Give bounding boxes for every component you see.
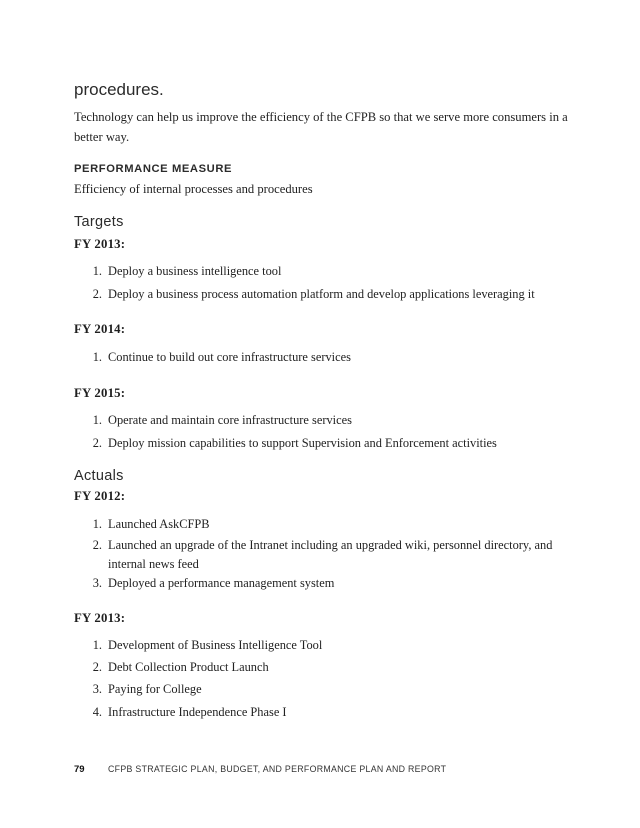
list-item-number: 1. [92,638,102,652]
list-item-number: 2. [92,287,102,301]
list-item-number: 1. [92,413,102,427]
list-item-number: 2. [92,538,102,552]
list-item [82,658,562,678]
list-item-text: Launched AskCFPB [108,517,210,531]
list-item-text: Deploy a business intelligence tool [108,264,282,278]
list-item-number: 1. [92,264,102,278]
list-item-text: Deployed a performance management system [108,576,335,590]
actuals-heading: Actuals [74,468,124,484]
performance-measure-label: PERFORMANCE MEASURE [74,163,233,175]
list-item [82,515,562,535]
actuals-fy2012-heading: FY 2012: [74,489,126,503]
list-item-text: Infrastructure Independence Phase I [108,705,287,719]
list-item [82,680,562,700]
list-item [82,348,562,368]
list-item-number: 1. [92,517,102,531]
list-item-text: Debt Collection Product Launch [108,660,269,674]
list-item-text: Operate and maintain core infrastructure services [108,413,352,427]
list-item-number: 2. [92,660,102,674]
list-item-text: Launched an upgrade of the Intranet including an upgraded wiki, personnel directory, and internal news feed [108,538,553,571]
list-item-text: Continue to build out core infrastructure services [108,350,351,364]
targets-fy2014-heading: FY 2014: [74,322,126,336]
targets-fy2015-heading: FY 2015: [74,386,126,400]
list-item-number: 3. [92,682,102,696]
list-item [82,411,562,431]
intro-paragraph: Technology can help us improve the efficiency of the CFPB so that we serve more consumers in a better way. [74,110,568,144]
section-heading: procedures. [74,80,164,99]
list-item-text: Deploy mission capabilities to support Supervision and Enforcement activities [108,436,497,450]
performance-measure-text: Efficiency of internal processes and procedures [74,182,313,196]
list-item [82,262,562,282]
list-item-number: 1. [92,350,102,364]
page-number: 79 [74,764,85,775]
targets-fy2013-heading: FY 2013: [74,237,126,251]
targets-heading: Targets [74,214,124,230]
list-item-number: 3. [92,576,102,590]
list-item-number: 2. [92,436,102,450]
list-item [82,536,562,576]
list-item [82,434,562,454]
actuals-fy2013-heading: FY 2013: [74,611,126,625]
footer-title: CFPB STRATEGIC PLAN, BUDGET, AND PERFORMANCE PLAN AND REPORT [108,764,447,774]
list-item [82,703,562,723]
list-item-text: Paying for College [108,682,202,696]
list-item-text: Development of Business Intelligence Tool [108,638,323,652]
list-item [82,285,562,305]
list-item [82,574,562,594]
list-item-text: Deploy a business process automation platform and develop applications leveraging it [108,287,535,301]
list-item-number: 4. [92,705,102,719]
list-item [82,636,562,656]
